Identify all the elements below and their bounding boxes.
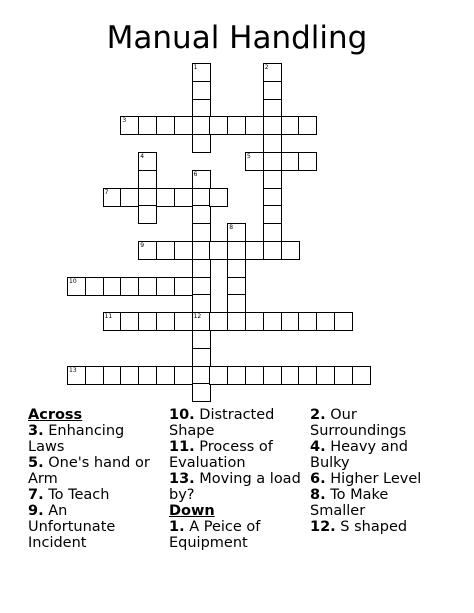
grid-cell[interactable]: [263, 170, 282, 189]
grid-cell[interactable]: [103, 277, 122, 296]
grid-cell[interactable]: [192, 330, 211, 349]
grid-cell[interactable]: [192, 383, 211, 402]
clue-number: 7: [104, 188, 109, 196]
grid-cell[interactable]: [138, 241, 157, 260]
grid-cell[interactable]: [174, 116, 193, 135]
grid-cell[interactable]: [209, 366, 228, 385]
grid-cell[interactable]: [263, 366, 282, 385]
clue-column-1: [28, 407, 158, 551]
grid-cell[interactable]: [263, 152, 282, 171]
clue-number: 3: [122, 117, 127, 125]
grid-cell[interactable]: [192, 223, 211, 242]
grid-cell[interactable]: [192, 348, 211, 367]
grid-cell[interactable]: [298, 152, 317, 171]
clue-across-5[interactable]: 5. One's hand or Arm: [28, 455, 150, 487]
grid-cell[interactable]: [85, 277, 104, 296]
clue-down-4[interactable]: 4. Heavy and Bulky: [310, 439, 408, 471]
grid-cell[interactable]: [227, 241, 246, 260]
clue-number: 13: [69, 366, 77, 374]
clue-number: 9: [140, 242, 145, 249]
grid-cell[interactable]: [245, 241, 264, 260]
clue-number: 1: [193, 64, 198, 71]
clue-down-2[interactable]: 2. Our Surroundings: [310, 407, 407, 439]
grid-cell[interactable]: [192, 366, 211, 385]
grid-cell[interactable]: [192, 312, 211, 331]
clue-number: 4: [140, 153, 145, 160]
grid-cell[interactable]: [245, 312, 264, 331]
clue-across-13[interactable]: 13. Moving a load by?: [169, 471, 301, 503]
grid-cell[interactable]: [192, 294, 211, 313]
grid-cell[interactable]: [85, 366, 104, 385]
grid-cell[interactable]: [281, 312, 300, 331]
grid-cell[interactable]: [334, 366, 353, 385]
grid-cell[interactable]: [245, 116, 264, 135]
grid-cell[interactable]: [263, 205, 282, 224]
grid-cell[interactable]: [281, 152, 300, 171]
grid-cell[interactable]: [334, 312, 353, 331]
clue-across-11[interactable]: 11. Process of Evaluation: [169, 439, 273, 471]
clue-across-3[interactable]: 3. Enhancing Laws: [28, 423, 125, 455]
grid-cell[interactable]: [174, 312, 193, 331]
clue-down-6[interactable]: 6. Higher Level: [310, 471, 422, 487]
clue-down-12[interactable]: 12. S shaped: [310, 519, 408, 535]
grid-cell[interactable]: [138, 152, 157, 171]
clue-across-10[interactable]: 10. Distracted Shape: [169, 407, 275, 439]
across-heading: Across: [28, 407, 83, 423]
grid-cell[interactable]: [227, 277, 246, 296]
grid-cell[interactable]: [192, 259, 211, 278]
clue-across-9[interactable]: 9. An Unfortunate Incident: [28, 503, 116, 551]
grid-cell[interactable]: [174, 277, 193, 296]
clue-number: 8: [229, 224, 234, 232]
clue-number: 10: [69, 277, 77, 285]
grid-cell[interactable]: [227, 312, 246, 331]
grid-cell[interactable]: [156, 277, 175, 296]
grid-cell[interactable]: [263, 241, 282, 260]
grid-cell[interactable]: [281, 241, 300, 260]
grid-cell[interactable]: [120, 188, 139, 207]
grid-cell[interactable]: [263, 188, 282, 207]
grid-cell[interactable]: [138, 188, 157, 207]
grid-cell[interactable]: [263, 99, 282, 118]
grid-cell[interactable]: [192, 205, 211, 224]
grid-cell[interactable]: [227, 366, 246, 385]
grid-cell[interactable]: [138, 170, 157, 189]
grid-cell[interactable]: [192, 99, 211, 118]
clue-number: 12: [193, 313, 202, 321]
grid-cell[interactable]: [298, 116, 317, 135]
grid-cell[interactable]: [192, 188, 211, 207]
grid-cell[interactable]: [263, 223, 282, 242]
grid-cell[interactable]: [156, 241, 175, 260]
grid-cell[interactable]: [263, 312, 282, 331]
grid-cell[interactable]: [281, 116, 300, 135]
grid-cell[interactable]: [209, 241, 228, 260]
grid-cell[interactable]: [138, 312, 157, 331]
grid-cell[interactable]: [192, 241, 211, 260]
grid-cell[interactable]: [192, 170, 211, 189]
grid-cell[interactable]: [138, 205, 157, 224]
grid-cell[interactable]: [227, 223, 246, 242]
grid-cell[interactable]: [174, 188, 193, 207]
grid-cell[interactable]: [67, 366, 86, 385]
grid-cell[interactable]: [103, 312, 122, 331]
clue-number: 5: [247, 153, 251, 160]
grid-cell[interactable]: [120, 277, 139, 296]
clue-number: 11: [104, 313, 113, 321]
grid-cell[interactable]: [138, 116, 157, 135]
grid-cell[interactable]: [103, 366, 122, 385]
grid-cell[interactable]: [316, 312, 335, 331]
grid-cell[interactable]: [209, 188, 228, 207]
grid-cell[interactable]: [156, 312, 175, 331]
grid-cell[interactable]: [263, 81, 282, 100]
grid-cell[interactable]: [156, 116, 175, 135]
clue-column-2: [169, 407, 304, 551]
grid-cell[interactable]: [192, 277, 211, 296]
down-heading: Down: [169, 503, 215, 519]
puzzle-title: Manual Handling: [106, 20, 368, 56]
grid-cell[interactable]: [192, 81, 211, 100]
clue-number: 6: [193, 170, 198, 178]
grid-cell[interactable]: [192, 134, 211, 153]
clue-down-1[interactable]: 1. A Peice of Equipment: [169, 519, 261, 551]
clue-number: 2: [264, 64, 269, 71]
grid-cell[interactable]: [281, 366, 300, 385]
grid-cell[interactable]: [138, 277, 157, 296]
grid-cell[interactable]: [192, 116, 211, 135]
clue-column-3: [310, 407, 445, 535]
grid-cell[interactable]: [263, 116, 282, 135]
grid-cell[interactable]: [298, 366, 317, 385]
grid-cell[interactable]: [120, 116, 139, 135]
grid-cell[interactable]: [67, 277, 86, 296]
grid-cell[interactable]: [316, 366, 335, 385]
grid-cell[interactable]: [120, 312, 139, 331]
grid-cell[interactable]: [227, 116, 246, 135]
grid-cell[interactable]: [352, 366, 371, 385]
grid-cell[interactable]: [120, 366, 139, 385]
grid-cell[interactable]: [138, 366, 157, 385]
grid-cell[interactable]: [227, 294, 246, 313]
grid-cell[interactable]: [192, 63, 211, 82]
grid-cell[interactable]: [227, 259, 246, 278]
clue-down-8[interactable]: 8. To Make Smaller: [310, 487, 389, 519]
grid-cell[interactable]: [245, 152, 264, 171]
grid-cell[interactable]: [156, 188, 175, 207]
grid-cell[interactable]: [245, 366, 264, 385]
grid-cell[interactable]: [103, 188, 122, 207]
grid-cell[interactable]: [156, 366, 175, 385]
grid-cell[interactable]: [209, 312, 228, 331]
clue-across-7[interactable]: 7. To Teach: [28, 487, 110, 503]
grid-cell[interactable]: [209, 116, 228, 135]
grid-cell[interactable]: [298, 312, 317, 331]
grid-cell[interactable]: [263, 63, 282, 82]
grid-cell[interactable]: [174, 366, 193, 385]
grid-cell[interactable]: [174, 241, 193, 260]
grid-cell[interactable]: [263, 134, 282, 153]
